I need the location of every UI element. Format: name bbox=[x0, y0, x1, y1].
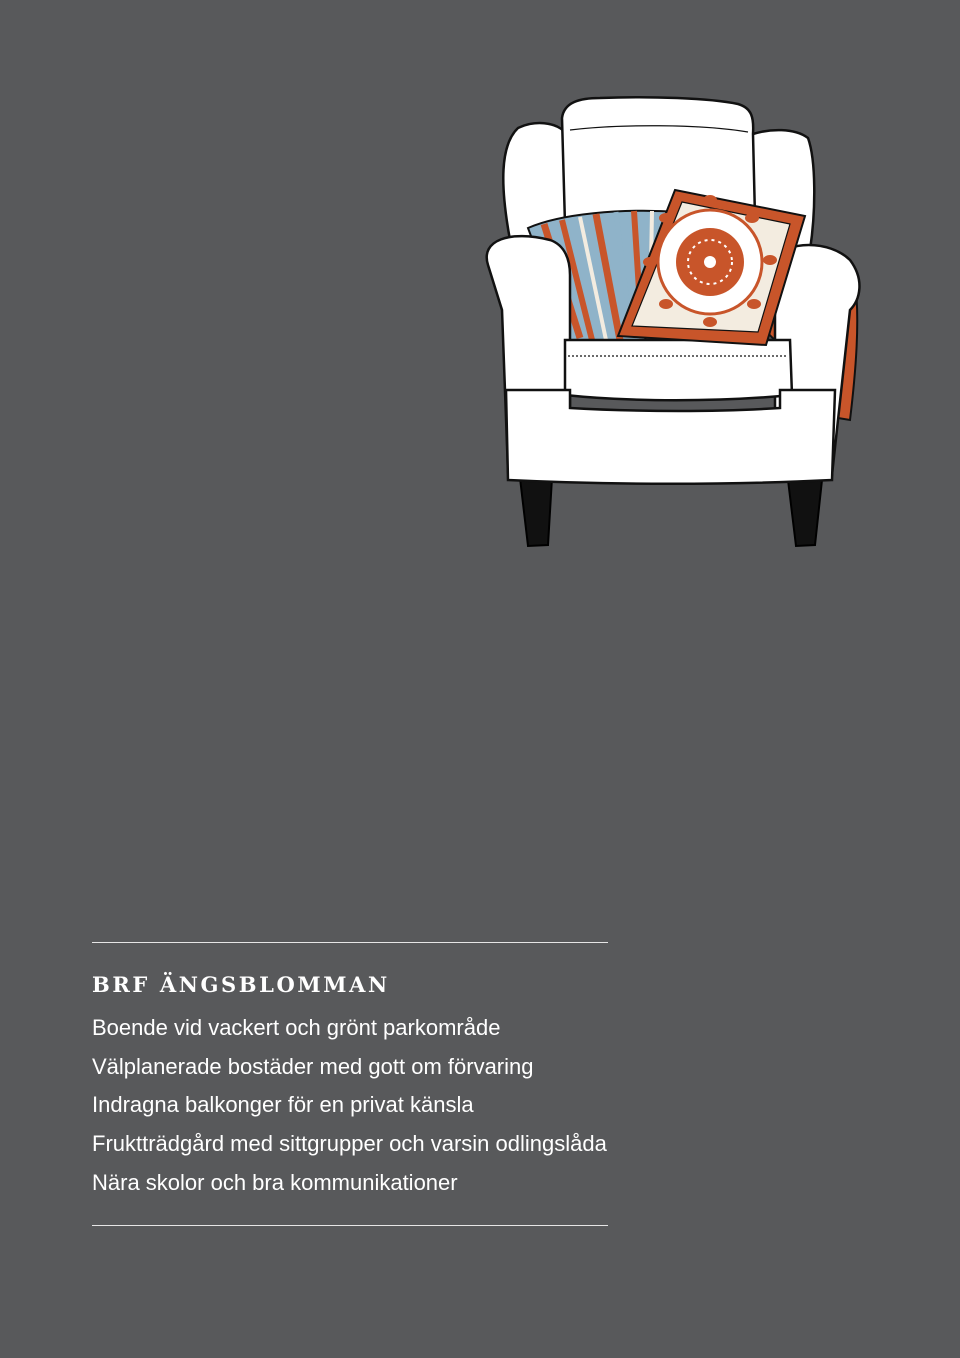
feature-item: Nära skolor och bra kommunikationer bbox=[92, 1169, 458, 1195]
chair-leg-left bbox=[520, 478, 552, 546]
armchair-illustration bbox=[470, 90, 880, 560]
feature-list bbox=[92, 1009, 607, 1203]
chair-seat bbox=[565, 340, 792, 400]
page-title: BRF ÄNGSBLOMMAN bbox=[92, 972, 390, 997]
divider-bottom bbox=[92, 1225, 608, 1226]
chair-base bbox=[506, 390, 835, 484]
feature-item: Boende vid vackert och grönt parkområde bbox=[92, 1015, 501, 1040]
feature-item: Indragna balkonger för en privat känsla bbox=[92, 1092, 474, 1118]
chair-leg-right bbox=[788, 480, 822, 546]
feature-item: Välplanerade bostäder med gott om förvaring bbox=[92, 1053, 534, 1079]
divider-top bbox=[92, 942, 608, 943]
feature-item: Fruktträdgård med sittgrupper och varsin odlingslåda bbox=[92, 1131, 607, 1157]
